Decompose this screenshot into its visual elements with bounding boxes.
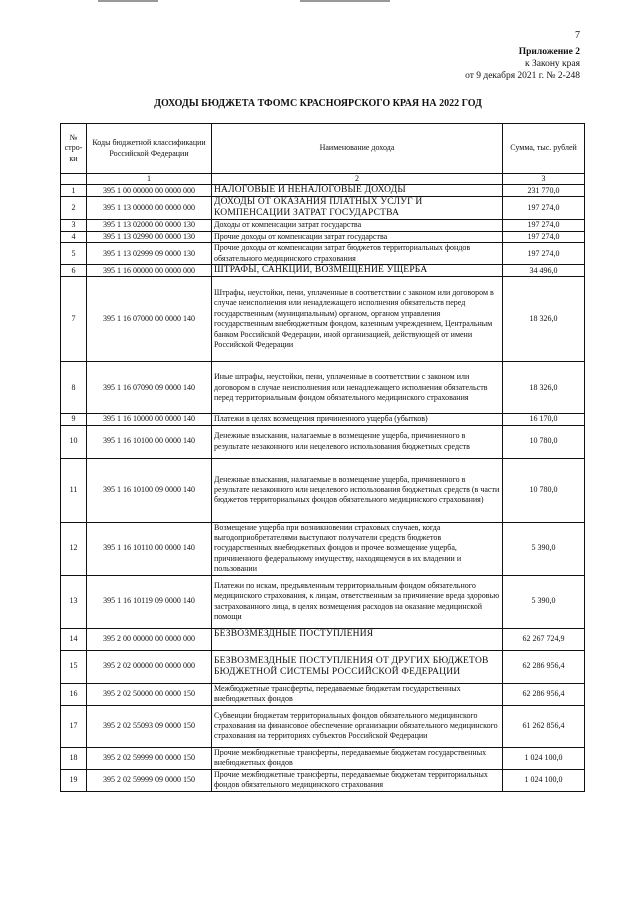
row-number: 5 bbox=[61, 243, 87, 265]
header-name: Наименование дохода bbox=[212, 124, 503, 174]
classification-code: 395 1 16 00000 00 0000 000 bbox=[87, 265, 212, 277]
classification-code: 395 2 02 00000 00 0000 000 bbox=[87, 650, 212, 683]
budget-income-table bbox=[60, 123, 585, 792]
row-number: 15 bbox=[61, 650, 87, 683]
amount: 1 024 100,0 bbox=[503, 769, 585, 791]
table-row bbox=[61, 769, 585, 791]
row-number: 6 bbox=[61, 265, 87, 277]
table-row bbox=[61, 220, 585, 231]
amount: 197 274,0 bbox=[503, 220, 585, 231]
income-name: Доходы от компенсации затрат государства bbox=[212, 220, 503, 231]
row-number: 19 bbox=[61, 769, 87, 791]
income-name: ШТРАФЫ, САНКЦИИ, ВОЗМЕЩЕНИЕ УЩЕРБА bbox=[212, 265, 503, 277]
income-name: Иные штрафы, неустойки, пени, уплаченные в соответствии с законом или договором в случае неисполнения или ненадлежащего исполнения обязательств перед территориальным фондом обязательного медицинского страхования bbox=[212, 362, 503, 414]
amount: 18 326,0 bbox=[503, 362, 585, 414]
row-number: 9 bbox=[61, 414, 87, 425]
amount: 34 496,0 bbox=[503, 265, 585, 277]
classification-code: 395 1 16 07090 09 0000 140 bbox=[87, 362, 212, 414]
row-number: 14 bbox=[61, 628, 87, 650]
column-number-2: 2 bbox=[212, 174, 503, 185]
table-row bbox=[61, 197, 585, 220]
row-number: 1 bbox=[61, 185, 87, 197]
classification-code: 395 1 16 07000 00 0000 140 bbox=[87, 277, 212, 362]
row-number: 3 bbox=[61, 220, 87, 231]
income-name: НАЛОГОВЫЕ И НЕНАЛОГОВЫЕ ДОХОДЫ bbox=[212, 185, 503, 197]
classification-code: 395 1 00 00000 00 0000 000 bbox=[87, 185, 212, 197]
table-row bbox=[61, 185, 585, 197]
page-number: 7 bbox=[575, 30, 580, 41]
appendix-line-3: от 9 декабря 2021 г. № 2-248 bbox=[465, 71, 580, 81]
appendix-header bbox=[465, 46, 580, 82]
classification-code: 395 2 02 59999 09 0000 150 bbox=[87, 769, 212, 791]
header-sum: Сумма, тыс. рублей bbox=[503, 124, 585, 174]
amount: 5 390,0 bbox=[503, 575, 585, 628]
header-code: Коды бюджетной классификации Российской Федерации bbox=[87, 124, 212, 174]
row-number: 16 bbox=[61, 683, 87, 705]
table-row bbox=[61, 522, 585, 575]
header-num: № стро-ки bbox=[61, 124, 87, 174]
column-number-blank bbox=[61, 174, 87, 185]
income-name: БЕЗВОЗМЕЗДНЫЕ ПОСТУПЛЕНИЯ ОТ ДРУГИХ БЮДЖЕТОВ БЮДЖЕТНОЙ СИСТЕМЫ РОССИЙСКОЙ ФЕДЕРАЦИИ bbox=[212, 650, 503, 683]
scan-artifact-line-1 bbox=[98, 0, 158, 2]
amount: 18 326,0 bbox=[503, 277, 585, 362]
income-name: БЕЗВОЗМЕЗДНЫЕ ПОСТУПЛЕНИЯ bbox=[212, 628, 503, 650]
table-row bbox=[61, 575, 585, 628]
income-name: Платежи в целях возмещения причиненного ущерба (убытков) bbox=[212, 414, 503, 425]
column-number-3: 3 bbox=[503, 174, 585, 185]
income-name: Межбюджетные трансферты, передаваемые бюджетам государственных внебюджетных фондов bbox=[212, 683, 503, 705]
appendix-title: Приложение 2 bbox=[518, 47, 580, 57]
row-number: 8 bbox=[61, 362, 87, 414]
table-row bbox=[61, 650, 585, 683]
row-number: 2 bbox=[61, 197, 87, 220]
income-name: Возмещение ущерба при возникновении страховых случаев, когда выгодоприобретателями выступают получатели средств бюджетов государственных внебюджетных фондов и прочее возмещение ущерба, причиненного федеральному имуществу, находящемуся в их владении и пользовании bbox=[212, 522, 503, 575]
amount: 61 262 856,4 bbox=[503, 705, 585, 747]
classification-code: 395 1 16 10119 09 0000 140 bbox=[87, 575, 212, 628]
amount: 5 390,0 bbox=[503, 522, 585, 575]
row-number: 12 bbox=[61, 522, 87, 575]
table-row bbox=[61, 705, 585, 747]
table-row bbox=[61, 414, 585, 425]
amount: 10 780,0 bbox=[503, 458, 585, 522]
classification-code: 395 1 13 02999 09 0000 130 bbox=[87, 243, 212, 265]
table-row bbox=[61, 277, 585, 362]
classification-code: 395 1 16 10110 00 0000 140 bbox=[87, 522, 212, 575]
row-number: 18 bbox=[61, 747, 87, 769]
classification-code: 395 1 16 10000 00 0000 140 bbox=[87, 414, 212, 425]
appendix-line-2: к Закону края bbox=[524, 59, 580, 69]
row-number: 11 bbox=[61, 458, 87, 522]
table-row bbox=[61, 458, 585, 522]
amount: 62 267 724,9 bbox=[503, 628, 585, 650]
income-name: ДОХОДЫ ОТ ОКАЗАНИЯ ПЛАТНЫХ УСЛУГ И КОМПЕНСАЦИИ ЗАТРАТ ГОСУДАРСТВА bbox=[212, 197, 503, 220]
classification-code: 395 1 13 02990 00 0000 130 bbox=[87, 231, 212, 242]
row-number: 13 bbox=[61, 575, 87, 628]
amount: 231 770,0 bbox=[503, 185, 585, 197]
column-number-1: 1 bbox=[87, 174, 212, 185]
amount: 197 274,0 bbox=[503, 243, 585, 265]
classification-code: 395 1 13 00000 00 0000 000 bbox=[87, 197, 212, 220]
table-row bbox=[61, 265, 585, 277]
row-number: 4 bbox=[61, 231, 87, 242]
classification-code: 395 2 00 00000 00 0000 000 bbox=[87, 628, 212, 650]
income-name: Прочие межбюджетные трансферты, передаваемые бюджетам территориальных фондов обязательного медицинского страхования bbox=[212, 769, 503, 791]
income-name: Денежные взыскания, налагаемые в возмещение ущерба, причиненного в результате незаконного или нецелевого использования бюджетных средств bbox=[212, 425, 503, 458]
classification-code: 395 2 02 59999 00 0000 150 bbox=[87, 747, 212, 769]
table-row bbox=[61, 683, 585, 705]
classification-code: 395 1 16 10100 09 0000 140 bbox=[87, 458, 212, 522]
table-row bbox=[61, 362, 585, 414]
amount: 62 286 956,4 bbox=[503, 650, 585, 683]
table-row bbox=[61, 243, 585, 265]
income-name: Прочие доходы от компенсации затрат бюджетов территориальных фондов обязательного медицинского страхования bbox=[212, 243, 503, 265]
classification-code: 395 2 02 50000 00 0000 150 bbox=[87, 683, 212, 705]
amount: 16 170,0 bbox=[503, 414, 585, 425]
amount: 1 024 100,0 bbox=[503, 747, 585, 769]
income-name: Платежи по искам, предъявленным территориальным фондом обязательного медицинского страхования, к лицам, ответственным за причинение вреда здоровью застрахованного лица, в целях возмещения расходов на оказание медицинской помощи bbox=[212, 575, 503, 628]
amount: 197 274,0 bbox=[503, 197, 585, 220]
row-number: 7 bbox=[61, 277, 87, 362]
amount: 197 274,0 bbox=[503, 231, 585, 242]
scan-artifact-line-2 bbox=[300, 0, 390, 2]
income-name: Прочие доходы от компенсации затрат государства bbox=[212, 231, 503, 242]
row-number: 17 bbox=[61, 705, 87, 747]
table-row bbox=[61, 747, 585, 769]
classification-code: 395 1 16 10100 00 0000 140 bbox=[87, 425, 212, 458]
document-title: ДОХОДЫ БЮДЖЕТА ТФОМС КРАСНОЯРСКОГО КРАЯ НА 2022 ГОД bbox=[154, 98, 482, 109]
row-number: 10 bbox=[61, 425, 87, 458]
table-row bbox=[61, 425, 585, 458]
table-row bbox=[61, 231, 585, 242]
amount: 10 780,0 bbox=[503, 425, 585, 458]
table-header-row bbox=[61, 124, 585, 174]
income-name: Штрафы, неустойки, пени, уплаченные в соответствии с законом или договором в случае неисполнения или ненадлежащего исполнения обязательств перед государственным (муниципальным) органом, органом управления государственным внебюджетным фондом, казенным учреждением, Центральным банком Российской Федерации, иной организацией, действующей от имени Российской Федерации bbox=[212, 277, 503, 362]
amount: 62 286 956,4 bbox=[503, 683, 585, 705]
income-name: Прочие межбюджетные трансферты, передаваемые бюджетам государственных внебюджетных фондов bbox=[212, 747, 503, 769]
income-name: Субвенции бюджетам территориальных фондов обязательного медицинского страхования на финансовое обеспечение организации обязательного медицинского страхования на территориях субъектов Российской Федерации bbox=[212, 705, 503, 747]
classification-code: 395 1 13 02000 00 0000 130 bbox=[87, 220, 212, 231]
classification-code: 395 2 02 55093 09 0000 150 bbox=[87, 705, 212, 747]
table-row bbox=[61, 628, 585, 650]
column-number-row bbox=[61, 174, 585, 185]
income-name: Денежные взыскания, налагаемые в возмещение ущерба, причиненного в результате незаконного или нецелевого использования бюджетных средств (в части бюджетов территориальных фондов обязательного медицинского страхования) bbox=[212, 458, 503, 522]
